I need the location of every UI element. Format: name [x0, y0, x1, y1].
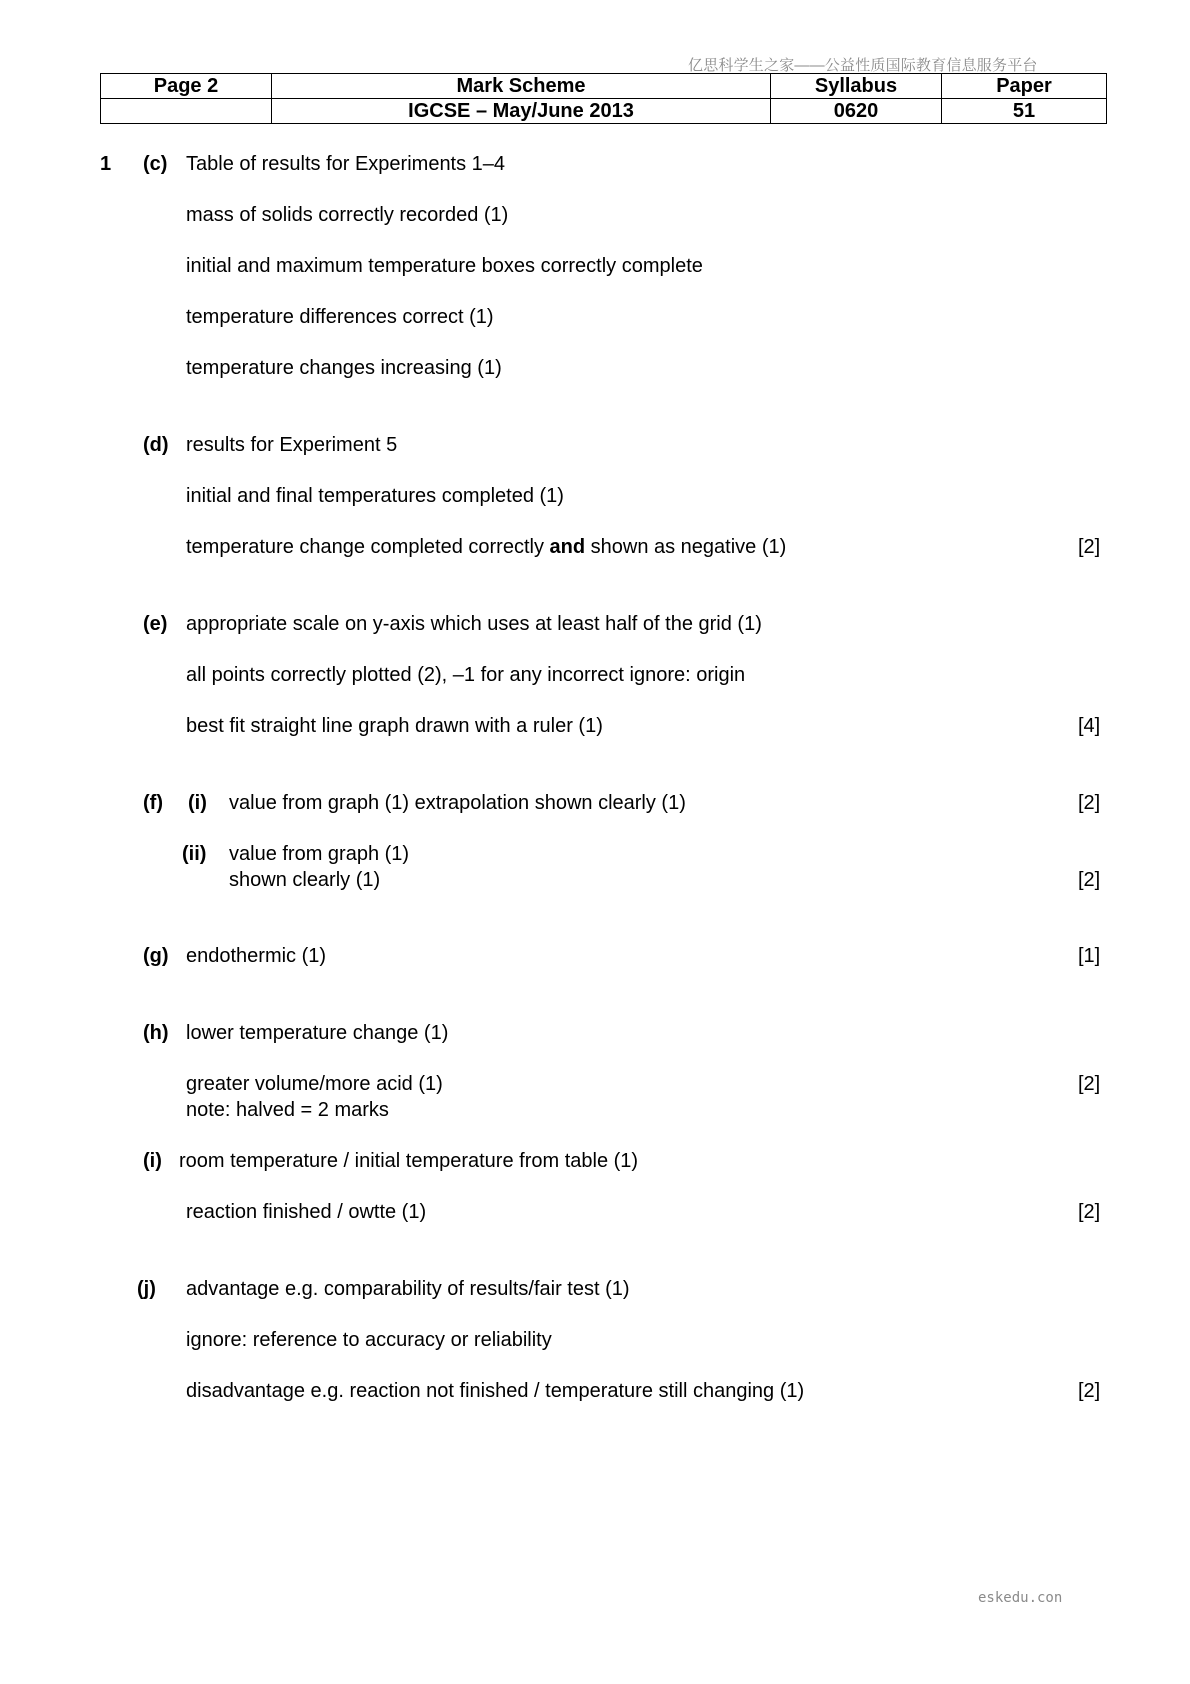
- part-c-label: (c): [143, 153, 168, 175]
- part-j-line: disadvantage e.g. reaction not finished / temperature still changing (1): [186, 1380, 805, 1402]
- header-paper-label: Paper: [942, 74, 1107, 99]
- part-j-label: (j): [137, 1278, 156, 1300]
- part-g-label: (g): [143, 945, 169, 967]
- part-j-line: advantage e.g. comparability of results/fair test (1): [186, 1278, 630, 1300]
- header-title: Mark Scheme: [272, 74, 771, 99]
- part-j-mark: [2]: [1078, 1380, 1101, 1402]
- part-c-line: Table of results for Experiments 1–4: [186, 153, 506, 175]
- header-page: Page 2: [101, 74, 272, 99]
- part-e-line: all points correctly plotted (2), –1 for any incorrect ignore: origin: [186, 664, 746, 686]
- part-d-line: results for Experiment 5: [186, 434, 398, 456]
- part-d-line-3: [186, 535, 786, 559]
- part-h-line: lower temperature change (1): [186, 1022, 449, 1044]
- part-g-mark: [1]: [1078, 945, 1101, 967]
- part-f-i-label: (i): [188, 792, 207, 814]
- part-c-line: temperature changes increasing (1): [186, 357, 502, 379]
- part-d-label: (d): [143, 434, 169, 456]
- part-e-label: (e): [143, 613, 168, 635]
- part-c-line: initial and maximum temperature boxes correctly complete: [186, 255, 703, 277]
- part-c-line: mass of solids correctly recorded (1): [186, 204, 509, 226]
- watermark-top: 亿思科学生之家——公益性质国际教育信息服务平台: [688, 57, 1038, 74]
- part-f-i-mark: [2]: [1078, 792, 1101, 814]
- part-f-ii-mark: [2]: [1078, 869, 1101, 891]
- part-i-label: (i): [143, 1150, 162, 1172]
- header-table: [100, 73, 1107, 124]
- part-f-ii-line: shown clearly (1): [229, 869, 381, 891]
- part-j-line: ignore: reference to accuracy or reliability: [186, 1329, 552, 1351]
- part-f-ii-line: value from graph (1): [229, 843, 410, 865]
- part-h-line: greater volume/more acid (1): [186, 1073, 443, 1095]
- part-d-line-3-post: shown as negative (1): [585, 536, 787, 558]
- part-g-text: endothermic (1): [186, 945, 327, 967]
- watermark-bottom: eskedu.con: [978, 1590, 1063, 1606]
- part-i-line: reaction finished / owtte (1): [186, 1201, 427, 1223]
- part-e-line: appropriate scale on y-axis which uses at least half of the grid (1): [186, 613, 762, 635]
- header-row-2: [101, 99, 1107, 124]
- part-h-line: note: halved = 2 marks: [186, 1099, 389, 1121]
- part-f-ii-label: (ii): [182, 843, 207, 865]
- part-e-mark: [4]: [1078, 715, 1101, 737]
- part-e-line: best fit straight line graph drawn with a ruler (1): [186, 715, 603, 737]
- header-syllabus-label: Syllabus: [771, 74, 942, 99]
- part-f-label: (f): [143, 792, 163, 814]
- part-i-line: room temperature / initial temperature from table (1): [179, 1150, 639, 1172]
- header-paper-number: 51: [942, 99, 1107, 124]
- question-number: 1: [100, 153, 112, 175]
- part-f-i-text: value from graph (1) extrapolation shown clearly (1): [229, 792, 686, 814]
- part-d-mark: [2]: [1078, 536, 1101, 558]
- header-syllabus-code: 0620: [771, 99, 942, 124]
- part-d-line: initial and final temperatures completed (1): [186, 485, 564, 507]
- header-row-1: [101, 74, 1107, 99]
- part-d-line-3-pre: temperature change completed correctly: [186, 536, 550, 558]
- header-exam-session: IGCSE – May/June 2013: [272, 99, 771, 124]
- header-empty-cell: [101, 99, 272, 124]
- part-c-line: temperature differences correct (1): [186, 306, 494, 328]
- part-i-mark: [2]: [1078, 1201, 1101, 1223]
- part-h-mark: [2]: [1078, 1073, 1101, 1095]
- part-d-line-3-bold: and: [549, 536, 586, 558]
- part-h-label: (h): [143, 1022, 169, 1044]
